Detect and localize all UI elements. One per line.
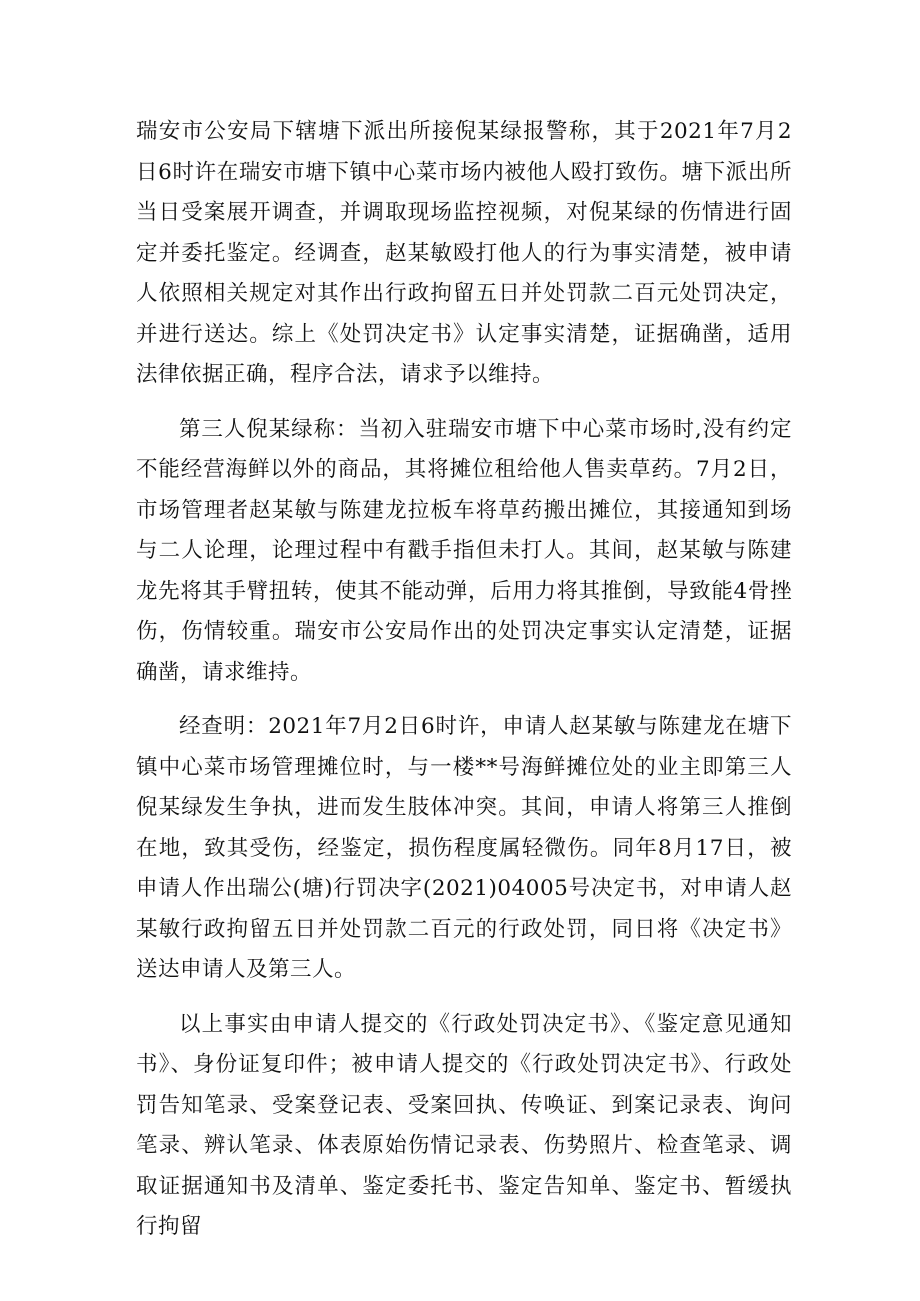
paragraph-facts-found: 经查明：2021年7月2日6时许，申请人赵某敏与陈建龙在塘下镇中心菜市场管理摊位时，与一楼**号海鲜摊位处的业主即第三人倪某绿发生争执，进而发生肢体冲突。其间，申请人将第三人推倒在地，致其受伤，经鉴定，损伤程度属轻微伤。同年8月17日，被申请人作出瑞公(塘)行罚决字(2021)04005号决定书，对申请人赵某敏行政拘留五日并处罚款二百元的行政处罚，同日将《决定书》送达申请人及第三人。	[136, 714, 792, 982]
document-body	[136, 112, 792, 1262]
paragraph-evidence-list: 以上事实由申请人提交的《行政处罚决定书》、《鉴定意见通知书》、身份证复印件；被申请人提交的《行政处罚决定书》、行政处罚告知笔录、受案登记表、受案回执、传唤证、到案记录表、询问笔录、辨认笔录、体表原始伤情记录表、伤势照片、检查笔录、调取证据通知书及清单、鉴定委托书、鉴定告知单、鉴定书、暂缓执行拘留	[136, 1011, 792, 1239]
paragraph-third-party-statement: 第三人倪某绿称：当初入驻瑞安市塘下中心菜市场时,没有约定不能经营海鲜以外的商品，其将摊位租给他人售卖草药。7月2日，市场管理者赵某敏与陈建龙拉板车将草药搬出摊位，其接通知到场与二人论理，论理过程中有戳手指但未打人。其间，赵某敏与陈建龙先将其手臂扭转，使其不能动弹，后用力将其推倒，导致能4骨挫伤，伤情较重。瑞安市公安局作出的处罚决定事实认定清楚，证据确凿，请求维持。	[136, 416, 792, 685]
paragraph-respondent-statement: 瑞安市公安局下辖塘下派出所接倪某绿报警称，其于2021年7月2日6时许在瑞安市塘下镇中心菜市场内被他人殴打致伤。塘下派出所当日受案展开调查，并调取现场监控视频，对倪某绿的伤情进行固定并委托鉴定。经调查，赵某敏殴打他人的行为事实清楚，被申请人依照相关规定对其作出行政拘留五日并处罚款二百元处罚决定，并进行送达。综上《处罚决定书》认定事实清楚，证据确凿，适用法律依据正确，程序合法，请求予以维持。	[136, 119, 792, 387]
